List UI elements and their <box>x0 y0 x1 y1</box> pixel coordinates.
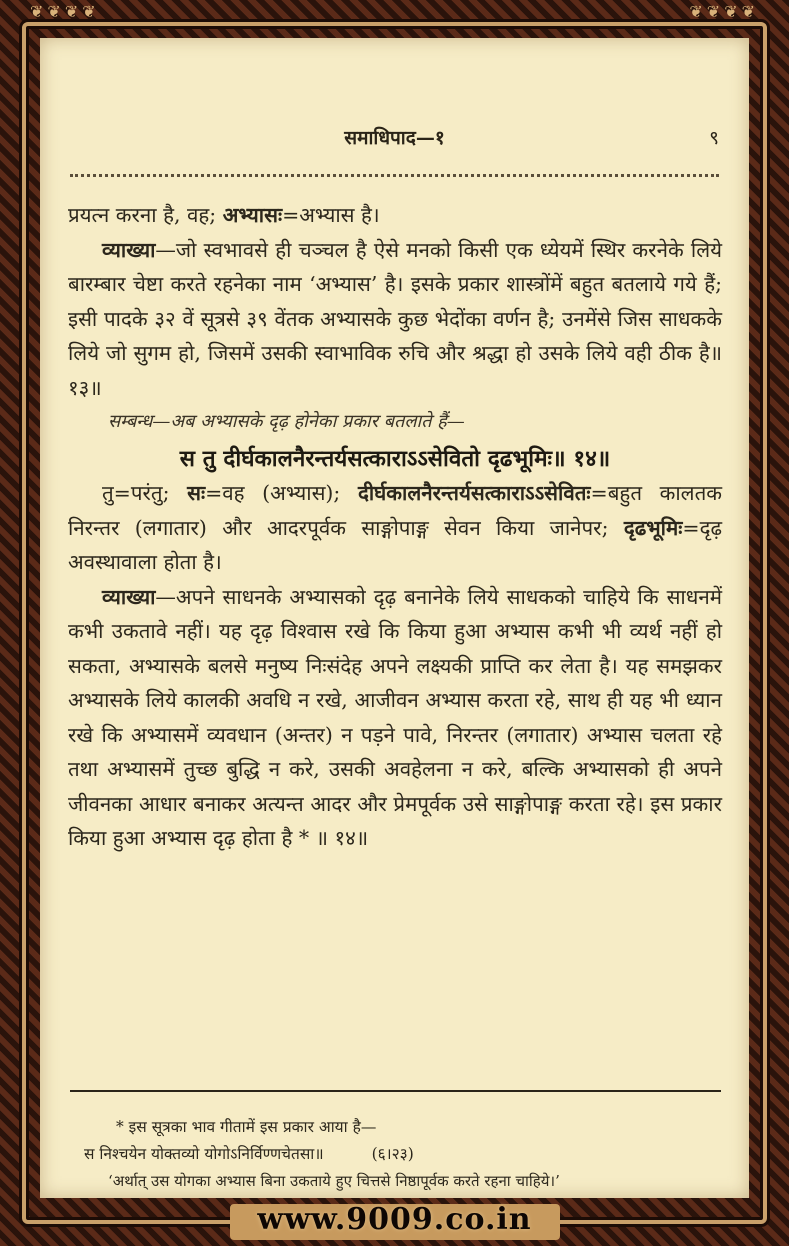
footnote-intro: * इस सूत्रका भाव गीतामें इस प्रकार आया है— <box>116 1118 377 1136</box>
body-text <box>68 198 722 856</box>
ornament-top-right-icon: ❦❦❦❦ <box>689 2 759 21</box>
paragraph-continuation <box>68 198 722 233</box>
star-divider <box>70 174 719 177</box>
text-fragment: =वह (अभ्यास); <box>205 481 358 505</box>
website-url[interactable]: www.9009.co.in <box>257 1202 532 1237</box>
ornament-top-left-icon: ❦❦❦❦ <box>30 2 100 21</box>
footnote-translation: ‘अर्थात् उस योगका अभ्यास बिना उकताये हुए चित्तसे निष्ठापूर्वक करते रहना चाहिये।’ <box>108 1172 560 1190</box>
explanation-text: —अपने साधनके अभ्यासको दृढ़ बनानेके लिये साधकको चाहिये कि साधनमें कभी उकतावे नहीं। यह दृढ़ विश्वास रखे कि किया हुआ अभ्यास कभी भी व्यर्थ नहीं हो सकता, अभ्यासके बलसे मनुष्य निःसंदेह अपने लक्ष्यकी प्राप्ति कर लेता है। यह समझकर अभ्यासके लिये कालकी अवधि न रखे, आजीवन अभ्यास करता रहे, साथ ही यह भी ध्यान रखे कि अभ्यासमें व्यवधान (अन्तर) न पड़ने पावे, निरन्तर (लगातार) अभ्यास चलता रहे तथा अभ्यासमें तुच्छ बुद्धि न करे, उसकी अवहेलना न करे, बल्कि अभ्यासको ही अपने जीवनका आधार बनाकर अत्यन्त आदर और प्रेमपूर्वक उसे साङ्गोपाङ्ग करता रहे। इस प्रकार किया हुआ अभ्यास दृढ़ होता है * ॥ १४॥ <box>68 584 722 850</box>
explanation-label: व्याख्या <box>102 584 156 609</box>
keyword: दृढभूमिः <box>623 515 683 540</box>
chapter-title: समाधिपाद—१ <box>344 127 445 149</box>
sutra-verse: स तु दीर्घकालनैरन्तर्यसत्काराऽऽसेवितो दृढभूमिः॥ १४॥ <box>179 445 611 472</box>
paragraph-explanation-13 <box>68 233 722 406</box>
paragraph-word-meaning <box>68 476 722 580</box>
page-header <box>40 124 749 154</box>
footer-band <box>0 1200 789 1246</box>
footnote-verse: स निश्चयेन योक्तव्यो योगोऽनिर्विण्णचेतसा॥ <box>84 1145 324 1163</box>
keyword: सः <box>187 481 206 505</box>
explanation-label: व्याख्या <box>102 237 156 262</box>
text-fragment: =अभ्यास है। <box>282 203 380 227</box>
text-fragment: तु=परंतु; <box>102 481 188 505</box>
text-fragment: प्रयत्न करना है, वह; <box>68 203 223 227</box>
keyword: अभ्यासः <box>222 203 283 227</box>
footnote-divider <box>70 1090 721 1092</box>
text-fragment: =बहुत कालतक निरन्तर (लगातार) और आदरपूर्वक साङ्गोपाङ्ग सेवन किया जानेपर; <box>68 481 722 540</box>
paragraph-explanation-14 <box>68 580 722 856</box>
footnote-block <box>84 1114 736 1195</box>
book-page <box>40 38 749 1198</box>
footnote-reference: (६।२३) <box>371 1145 414 1163</box>
footnote-verse-line <box>84 1141 736 1168</box>
explanation-text: —जो स्वभावसे ही चञ्चल है ऐसे मनको किसी एक ध्येयमें स्थिर करनेके लिये बारम्बार चेष्टा करते रहनेका नाम ‘अभ्यास’ है। इसके प्रकार शास्त्रोंमें बहुत बतलाये गये हैं; इसी पादके ३२ वें सूत्रसे ३९ वेंतक अभ्यासके कुछ भेदोंका वर्णन है; उनमेंसे जिस साधकके लिये जो सुगम हो, जिसमें उसकी स्वाभाविक रुचि और श्रद्धा हो उसके लिये वही ठीक है॥ १३॥ <box>68 237 722 400</box>
page-number: ९ <box>709 127 719 149</box>
keyword: दीर्घकालनैरन्तर्यसत्काराऽऽसेवितः <box>357 481 591 505</box>
text-fragment: =दृढ़ अवस्थावाला होता है। <box>68 515 722 574</box>
context-line: सम्बन्ध—अब अभ्यासके दृढ़ होनेका प्रकार बतलाते हैं— <box>108 411 465 432</box>
